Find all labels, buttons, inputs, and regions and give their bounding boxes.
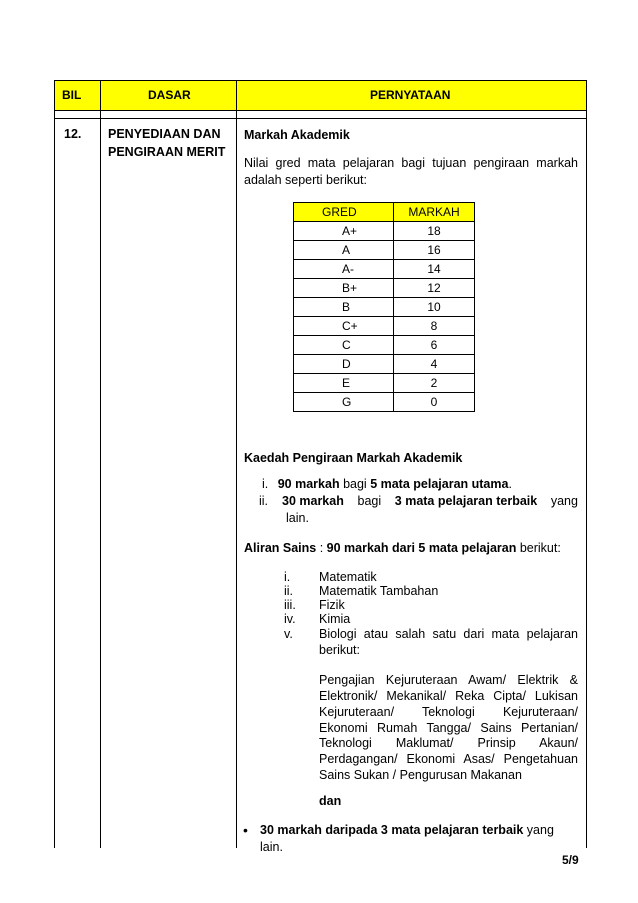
markah-cell: 4: [394, 355, 475, 374]
table-row: [294, 260, 475, 279]
grade-cell: C: [294, 336, 394, 355]
grade-cell: B+: [294, 279, 394, 298]
markah-cell: 10: [394, 298, 475, 317]
intro-line-1: Nilai gred mata pelajaran bagi tujuan pengiraan markah: [244, 156, 578, 170]
bullet-bold: 30 markah daripada 3 mata pelajaran terbaik: [260, 823, 524, 837]
aliran-sains-line: [244, 541, 561, 555]
header-bil: BIL: [62, 88, 82, 102]
table-row: [294, 374, 475, 393]
column-divider-1: [100, 80, 101, 848]
subject-v-line-2: berikut:: [319, 643, 360, 657]
aliran-bold2: 90 markah dari 5 mata pelajaran: [326, 541, 517, 555]
kaedah-i-bold1: 90 markah: [277, 477, 340, 491]
aliran-text2: berikut:: [516, 541, 561, 555]
grade-cell: B: [294, 298, 394, 317]
table-row: [294, 393, 475, 412]
kaedah-ii-num: ii.: [259, 494, 269, 508]
kaedah-i-num: i.: [262, 477, 269, 491]
page-number: 5/9: [562, 853, 579, 867]
markah-cell: 12: [394, 279, 475, 298]
table-row: [294, 317, 475, 336]
markah-cell: 8: [394, 317, 475, 336]
options-line: Elektronik/ Mekanikal/ Reka Cipta/ Lukisan: [319, 689, 578, 703]
grade-cell: A: [294, 241, 394, 260]
grade-table: [293, 202, 475, 412]
grade-cell: C+: [294, 317, 394, 336]
column-divider-2: [236, 80, 237, 848]
intro-line-2: adalah seperti berikut:: [244, 173, 367, 187]
markah-akademik-title: Markah Akademik: [244, 128, 350, 142]
kaedah-ii-text1: bagi: [357, 494, 382, 508]
options-line: Pengajian Kejuruteraan Awam/ Elektrik &: [319, 673, 578, 687]
row-number: 12.: [64, 127, 82, 141]
kaedah-ii-bold1: 30 markah: [282, 494, 344, 508]
markah-cell: 18: [394, 222, 475, 241]
table-row: [294, 298, 475, 317]
kaedah-i-text2: .: [508, 477, 512, 491]
dasar-line-2: PENGIRAAN MERIT: [108, 145, 226, 159]
grade-cell: E: [294, 374, 394, 393]
grade-cell: A+: [294, 222, 394, 241]
subject-name: Biologi atau salah satu dari mata pelajaran: [319, 627, 578, 641]
kaedah-ii-text2: yang: [550, 494, 578, 508]
row-top-border: [54, 118, 586, 119]
subject-name: Fizik: [319, 598, 345, 612]
kaedah-title: Kaedah Pengiraan Markah Akademik: [244, 451, 463, 465]
subject-num: iii.: [284, 598, 296, 612]
markah-col-header: MARKAH: [394, 203, 475, 222]
markah-cell: 14: [394, 260, 475, 279]
table-row: [294, 241, 475, 260]
grade-cell: G: [294, 393, 394, 412]
table-right-border: [586, 80, 587, 848]
subject-name: Kimia: [319, 612, 351, 626]
bullet-icon: •: [243, 822, 248, 838]
options-line-last: Sains Sukan / Pengurusan Makanan: [319, 768, 522, 782]
markah-cell: 0: [394, 393, 475, 412]
grade-col-header: GRED: [294, 203, 394, 222]
options-line: Perdagangan/ Ekonomi Asas/ Pengetahuan: [319, 752, 578, 766]
kaedah-ii-bold2: 3 mata pelajaran terbaik: [394, 494, 538, 508]
table-row: [294, 336, 475, 355]
kaedah-item-ii: [282, 494, 578, 508]
bullet-text: yang: [523, 823, 554, 837]
grade-cell: A-: [294, 260, 394, 279]
markah-cell: 2: [394, 374, 475, 393]
aliran-bold1: Aliran Sains: [244, 541, 317, 555]
table-top-border: [54, 80, 586, 81]
bullet-line-2: lain.: [260, 840, 283, 854]
bullet-line-1: [260, 823, 554, 837]
options-line: Teknologi Maklumat/ Prinsip Akaun/: [319, 736, 578, 750]
dan-text: dan: [319, 794, 342, 808]
options-line: Kejuruteraan/ Teknologi Kejuruteraan/: [319, 705, 578, 719]
subject-num: ii.: [284, 584, 294, 598]
dasar-line-1: PENYEDIAAN DAN: [108, 127, 221, 141]
table-header-band: [54, 80, 586, 110]
subject-name: Matematik Tambahan: [319, 584, 439, 598]
markah-cell: 16: [394, 241, 475, 260]
header-dasar: DASAR: [148, 88, 191, 102]
table-left-border: [54, 80, 55, 848]
subject-num: v.: [284, 627, 293, 641]
grade-cell: D: [294, 355, 394, 374]
header-bottom-border: [54, 110, 586, 111]
subject-num: i.: [284, 570, 291, 584]
subject-num: iv.: [284, 612, 296, 626]
header-pernyataan: PERNYATAAN: [370, 88, 451, 102]
subject-name: Matematik: [319, 570, 377, 584]
kaedah-item-i: [262, 477, 512, 491]
markah-cell: 6: [394, 336, 475, 355]
kaedah-ii-line-2: lain.: [286, 511, 309, 525]
options-line: Ekonomi Rumah Tangga/ Sains Pertanian/: [319, 721, 578, 735]
table-row: [294, 222, 475, 241]
table-row: [294, 355, 475, 374]
table-row: [294, 279, 475, 298]
kaedah-i-text1: bagi: [339, 477, 371, 491]
kaedah-i-bold2: 5 mata pelajaran utama: [370, 477, 509, 491]
aliran-text1: :: [316, 541, 327, 555]
